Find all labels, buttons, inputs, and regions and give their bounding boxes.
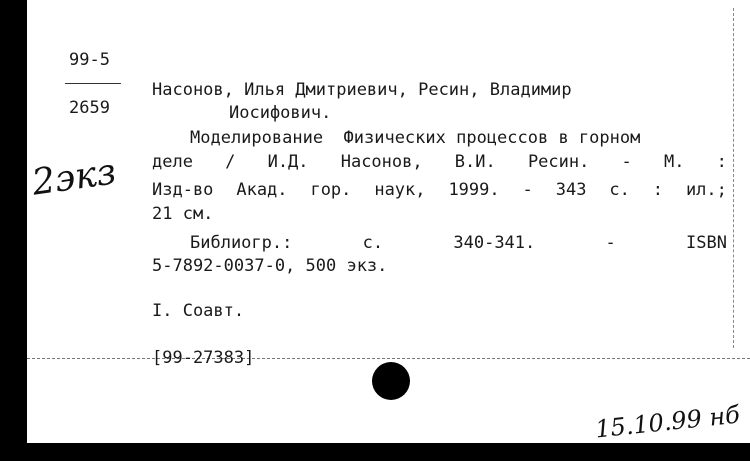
title-line-2: деле / И.Д. Насонов, В.И. Ресин. - М. :	[152, 152, 727, 172]
biblio-line-2: 5-7892-0037-0, 500 экз.	[152, 256, 388, 276]
catalog-card	[27, 0, 750, 443]
title-line-1: Моделирование Физических процессов в горном	[190, 128, 641, 148]
card-punch-hole	[372, 362, 410, 400]
handwritten-copies-note: 2экз	[29, 151, 119, 204]
card-guide-line	[733, 8, 734, 348]
biblio-line-1: Библиогр.: с. 340-341. - ISBN	[190, 233, 727, 253]
title-line-3: Изд-во Акад. гор. наук, 1999. - 343 с. : ил.;	[152, 180, 727, 200]
tracing: I. Соавт.	[152, 301, 245, 321]
record-number: [99-27383]	[152, 348, 255, 368]
handwritten-date-stamp: 15.10.99 нб	[593, 400, 742, 444]
shelfmark-bottom: 2659	[69, 98, 110, 118]
author-heading: Насонов, Илья Дмитриевич, Ресин, Владимир	[152, 80, 572, 100]
shelfmark-divider	[65, 83, 121, 84]
card-fold-line	[27, 358, 750, 359]
author-heading-cont: Иосифович.	[229, 103, 332, 123]
dimensions-line: 21 см.	[152, 204, 214, 224]
shelfmark-top: 99-5	[69, 50, 110, 70]
